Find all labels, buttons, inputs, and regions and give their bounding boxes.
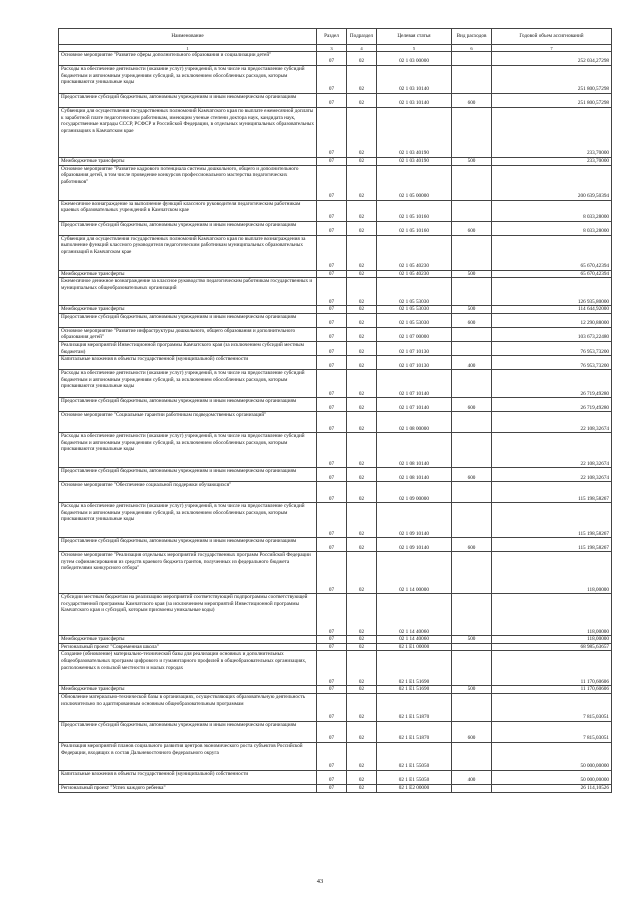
row-annual-amount: 118,00000 xyxy=(492,594,612,636)
row-expense-type xyxy=(452,165,492,200)
row-subsection: 02 xyxy=(347,721,377,742)
row-name: Основное мероприятие "Социальные гарантии работникам подведомственных организаций" xyxy=(59,412,317,433)
row-name: Ежемесячное денежное вознаграждение за классное руководство педагогическим работникам государственных и муниципальных общеобразовательных организаций xyxy=(59,278,317,306)
row-target-article: 02 1 09 10140 xyxy=(377,503,452,538)
row-subsection: 02 xyxy=(347,651,377,686)
row-subsection: 02 xyxy=(347,686,377,694)
row-section: 07 xyxy=(317,108,347,158)
row-annual-amount: 26 719,49280 xyxy=(492,398,612,412)
row-section: 07 xyxy=(317,94,347,108)
row-annual-amount: 251 800,57298 xyxy=(492,94,612,108)
row-name: Обновление материально-технической базы в организациях, осуществляющих образовательную деятельность исключительно по адаптированным основным общеобразовательным программам xyxy=(59,693,317,721)
table-row xyxy=(59,784,612,792)
header-expense-type: Вид расходов xyxy=(452,29,492,45)
row-target-article: 02 1 E1 51690 xyxy=(377,651,452,686)
row-section: 07 xyxy=(317,356,347,370)
row-name: Расходы на обеспечение деятельности (оказание услуг) учреждений, в том числе на предоставление субсидий бюджетным и автономным учреждениям субсидий, за исключением обособленных расходов, которым присваиваются уникальные коды xyxy=(59,66,317,94)
table-row xyxy=(59,468,612,482)
table-row xyxy=(59,721,612,742)
row-name: Предоставление субсидий бюджетным, автономным учреждениям и иным некоммерческим организациям xyxy=(59,221,317,235)
header-annual-amount: Годовой объем ассигнований xyxy=(492,29,612,45)
table-row xyxy=(59,200,612,221)
row-expense-type xyxy=(452,412,492,433)
row-target-article: 02 1 05 40230 xyxy=(377,235,452,270)
row-name: Расходы на обеспечение деятельности (оказание услуг) учреждений, в том числе на предоставление субсидий бюджетным и автономным учреждениям субсидий, за исключением обособленных расходов, которым присваиваются уникальные коды xyxy=(59,503,317,538)
table-row xyxy=(59,235,612,270)
row-name: Предоставление субсидий бюджетным, автономным учреждениям и иным некоммерческим организациям xyxy=(59,468,317,482)
row-target-article: 02 1 03 40190 xyxy=(377,158,452,166)
row-subsection: 02 xyxy=(347,433,377,468)
row-expense-type xyxy=(452,594,492,636)
row-target-article: 02 1 05 53030 xyxy=(377,313,452,327)
row-subsection: 02 xyxy=(347,643,377,651)
row-annual-amount: 65 670,42394 xyxy=(492,235,612,270)
row-annual-amount: 115 198,58267 xyxy=(492,482,612,503)
table-row xyxy=(59,341,612,355)
table-row xyxy=(59,52,612,66)
row-section: 07 xyxy=(317,270,347,278)
row-subsection: 02 xyxy=(347,356,377,370)
column-number: 3 xyxy=(317,45,347,52)
row-subsection: 02 xyxy=(347,165,377,200)
table-row xyxy=(59,636,612,644)
row-section: 07 xyxy=(317,552,347,594)
row-name: Предоставление субсидий бюджетным, автономным учреждениям и иным некоммерческим организациям xyxy=(59,721,317,742)
row-annual-amount: 114 644,92000 xyxy=(492,306,612,314)
row-target-article: 02 1 E1 00000 xyxy=(377,643,452,651)
row-subsection: 02 xyxy=(347,235,377,270)
row-target-article: 02 1 E1 51870 xyxy=(377,693,452,721)
row-expense-type xyxy=(452,503,492,538)
table-row xyxy=(59,165,612,200)
row-section: 07 xyxy=(317,770,347,784)
row-target-article: 02 1 07 10130 xyxy=(377,356,452,370)
table-row xyxy=(59,538,612,552)
row-expense-type xyxy=(452,693,492,721)
table-row xyxy=(59,278,612,306)
row-section: 07 xyxy=(317,686,347,694)
table-row xyxy=(59,482,612,503)
row-expense-type xyxy=(452,482,492,503)
row-annual-amount: 12 290,88000 xyxy=(492,313,612,327)
row-name: Реализация мероприятий Инвестиционной программы Камчатского края (за исключением субсидий местным бюджетам) xyxy=(59,341,317,355)
row-name: Субвенции для осуществления государственных полномочий Камчатского края по выплате ежемесячной доплаты к заработной плате педагогическим работникам, имеющим ученые степени доктора наук, кандидата наук, государственные награды СССР, РСФСР и Российской Федерации, в отдельных муниципальных образовательных организациях в Камчатском крае xyxy=(59,108,317,158)
row-expense-type: 500 xyxy=(452,270,492,278)
row-section: 07 xyxy=(317,721,347,742)
row-target-article: 02 1 E1 51690 xyxy=(377,686,452,694)
row-annual-amount: 26 719,49280 xyxy=(492,370,612,398)
row-section: 07 xyxy=(317,693,347,721)
row-section: 07 xyxy=(317,651,347,686)
row-annual-amount: 115 198,58267 xyxy=(492,503,612,538)
row-subsection: 02 xyxy=(347,770,377,784)
row-name: Региональный проект "Современная школа" xyxy=(59,643,317,651)
table-row xyxy=(59,503,612,538)
row-expense-type: 600 xyxy=(452,398,492,412)
row-expense-type xyxy=(452,327,492,341)
row-subsection: 02 xyxy=(347,412,377,433)
table-row xyxy=(59,270,612,278)
row-annual-amount: 251 800,57298 xyxy=(492,66,612,94)
row-target-article: 02 1 07 10140 xyxy=(377,398,452,412)
row-target-article: 02 1 03 00000 xyxy=(377,52,452,66)
row-expense-type: 600 xyxy=(452,94,492,108)
row-name: Создание (обновление) материально-технической базы для реализации основных и дополнительных общеобразовательных программ цифрового и гуманитарного профилей в общеобразовательных организациях, расположенных в сельской местности и малых городах xyxy=(59,651,317,686)
table-row xyxy=(59,552,612,594)
row-target-article: 02 1 09 00000 xyxy=(377,482,452,503)
row-name: Основное мероприятие "Обеспечение социальной поддержки обучающихся" xyxy=(59,482,317,503)
table-row xyxy=(59,158,612,166)
row-target-article: 02 1 08 00000 xyxy=(377,412,452,433)
row-name: Предоставление субсидий бюджетным, автономным учреждениям и иным некоммерческим организациям xyxy=(59,538,317,552)
row-section: 07 xyxy=(317,636,347,644)
row-subsection: 02 xyxy=(347,327,377,341)
row-expense-type xyxy=(452,433,492,468)
row-section: 07 xyxy=(317,643,347,651)
row-annual-amount: 115 198,58267 xyxy=(492,538,612,552)
table-row xyxy=(59,94,612,108)
row-subsection: 02 xyxy=(347,398,377,412)
row-expense-type xyxy=(452,552,492,594)
row-annual-amount: 11 170,60606 xyxy=(492,686,612,694)
row-name: Основное мероприятие "Развитие кадрового потенциала системы дошкольного, общего и дополнительного образования детей, в том числе проведение конкурсов профессионального мастерства педагогических работников" xyxy=(59,165,317,200)
row-expense-type: 500 xyxy=(452,306,492,314)
row-annual-amount: 68 985,63657 xyxy=(492,643,612,651)
row-annual-amount: 50 000,00000 xyxy=(492,770,612,784)
row-section: 07 xyxy=(317,313,347,327)
row-subsection: 02 xyxy=(347,158,377,166)
row-target-article: 02 1 09 10140 xyxy=(377,538,452,552)
row-section: 07 xyxy=(317,398,347,412)
table-row xyxy=(59,221,612,235)
row-name: Субвенции для осуществления государственных полномочий Камчатского края по выплате вознаграждения за выполнение функций классного руководителя педагогическим работникам муниципальных образовательных организаций в Камчатском крае xyxy=(59,235,317,270)
row-annual-amount: 22 108,32674 xyxy=(492,433,612,468)
table-row xyxy=(59,742,612,770)
header-target-article: Целевая статья xyxy=(377,29,452,45)
row-name: Капитальные вложения в объекты государственной (муниципальной) собственности xyxy=(59,356,317,370)
table-row xyxy=(59,306,612,314)
row-section: 07 xyxy=(317,468,347,482)
row-target-article: 02 1 03 10140 xyxy=(377,94,452,108)
row-target-article: 02 1 05 40230 xyxy=(377,270,452,278)
row-section: 07 xyxy=(317,538,347,552)
row-subsection: 02 xyxy=(347,270,377,278)
budget-table-sheet xyxy=(58,28,611,793)
row-subsection: 02 xyxy=(347,278,377,306)
row-annual-amount: 126 935,80000 xyxy=(492,278,612,306)
table-row xyxy=(59,370,612,398)
row-section: 07 xyxy=(317,742,347,770)
row-expense-type xyxy=(452,651,492,686)
row-expense-type xyxy=(452,278,492,306)
column-number: 4 xyxy=(347,45,377,52)
row-annual-amount: 200 639,50394 xyxy=(492,165,612,200)
column-number: 6 xyxy=(452,45,492,52)
row-name: Ежемесячное вознаграждение за выполнение функций классного руководителя педагогическим работникам краевых образовательных учреждений в Камчатском крае xyxy=(59,200,317,221)
row-name: Предоставление субсидий бюджетным, автономным учреждениям и иным некоммерческим организациям xyxy=(59,94,317,108)
row-target-article: 02 1 14 40060 xyxy=(377,636,452,644)
row-annual-amount: 233,70000 xyxy=(492,108,612,158)
row-annual-amount: 118,00000 xyxy=(492,636,612,644)
row-annual-amount: 76 953,73200 xyxy=(492,341,612,355)
table-row xyxy=(59,327,612,341)
row-subsection: 02 xyxy=(347,503,377,538)
table-row xyxy=(59,770,612,784)
row-expense-type: 500 xyxy=(452,636,492,644)
table-body xyxy=(59,52,612,793)
table-row xyxy=(59,433,612,468)
row-subsection: 02 xyxy=(347,370,377,398)
row-section: 07 xyxy=(317,221,347,235)
row-expense-type: 400 xyxy=(452,770,492,784)
column-number: 5 xyxy=(377,45,452,52)
row-subsection: 02 xyxy=(347,594,377,636)
row-name: Основное мероприятие "Развитие инфраструктуры дошкольного, общего образования и дополнительного образования детей" xyxy=(59,327,317,341)
row-target-article: 02 1 E1 55050 xyxy=(377,770,452,784)
row-annual-amount: 7 815,03051 xyxy=(492,693,612,721)
row-name: Региональный проект "Успех каждого ребенка" xyxy=(59,784,317,792)
row-subsection: 02 xyxy=(347,108,377,158)
row-annual-amount: 11 170,60606 xyxy=(492,651,612,686)
row-name: Межбюджетные трансферты xyxy=(59,270,317,278)
row-target-article: 02 1 05 00000 xyxy=(377,165,452,200)
row-section: 07 xyxy=(317,412,347,433)
row-expense-type: 500 xyxy=(452,686,492,694)
row-expense-type xyxy=(452,341,492,355)
row-name: Предоставление субсидий бюджетным, автономным учреждениям и иным некоммерческим организациям xyxy=(59,398,317,412)
row-target-article: 02 1 14 00000 xyxy=(377,552,452,594)
row-expense-type: 600 xyxy=(452,313,492,327)
row-name: Межбюджетные трансферты xyxy=(59,686,317,694)
row-target-article: 02 1 05 10160 xyxy=(377,200,452,221)
column-number: 7 xyxy=(492,45,612,52)
row-name: Субсидии местным бюджетам на реализацию мероприятий соответствующей подпрограммы соответствующей государственной программы Камчатского края (за исключением мероприятий Инвестиционной программы Камчатского края и субсидий, которым присвоены уникальные коды) xyxy=(59,594,317,636)
row-subsection: 02 xyxy=(347,482,377,503)
row-section: 07 xyxy=(317,784,347,792)
row-target-article: 02 1 07 00000 xyxy=(377,327,452,341)
row-section: 07 xyxy=(317,158,347,166)
row-annual-amount: 8 033,28000 xyxy=(492,221,612,235)
budget-table xyxy=(58,28,612,793)
row-expense-type: 600 xyxy=(452,221,492,235)
row-target-article: 02 1 07 10130 xyxy=(377,341,452,355)
row-target-article: 02 1 E2 00000 xyxy=(377,784,452,792)
row-expense-type xyxy=(452,235,492,270)
row-subsection: 02 xyxy=(347,341,377,355)
row-subsection: 02 xyxy=(347,94,377,108)
row-annual-amount: 26 114,10526 xyxy=(492,784,612,792)
row-annual-amount: 103 673,22480 xyxy=(492,327,612,341)
row-target-article: 02 1 03 40190 xyxy=(377,108,452,158)
row-name: Капитальные вложения в объекты государственной (муниципальной) собственности xyxy=(59,770,317,784)
row-section: 07 xyxy=(317,306,347,314)
row-target-article: 02 1 E1 55050 xyxy=(377,742,452,770)
row-name: Реализация мероприятий планов социального развития центров экономического роста субъектов Российской Федерации, входящих в состав Дальневосточного федерального округа xyxy=(59,742,317,770)
row-target-article: 02 1 08 10140 xyxy=(377,433,452,468)
column-number: 1 xyxy=(59,45,317,52)
header-name: Наименование xyxy=(59,29,317,45)
table-row xyxy=(59,651,612,686)
row-section: 07 xyxy=(317,327,347,341)
table-row xyxy=(59,356,612,370)
row-annual-amount: 8 033,28000 xyxy=(492,200,612,221)
row-expense-type: 600 xyxy=(452,721,492,742)
row-annual-amount: 252 034,27298 xyxy=(492,52,612,66)
row-expense-type xyxy=(452,108,492,158)
row-subsection: 02 xyxy=(347,468,377,482)
header-subsection: Подраздел xyxy=(347,29,377,45)
row-annual-amount: 233,70000 xyxy=(492,158,612,166)
table-row xyxy=(59,693,612,721)
row-section: 07 xyxy=(317,278,347,306)
row-target-article: 02 1 08 10140 xyxy=(377,468,452,482)
row-section: 07 xyxy=(317,200,347,221)
row-section: 07 xyxy=(317,165,347,200)
row-section: 07 xyxy=(317,52,347,66)
table-row xyxy=(59,108,612,158)
row-section: 07 xyxy=(317,594,347,636)
table-row xyxy=(59,66,612,94)
row-name: Межбюджетные трансферты xyxy=(59,636,317,644)
row-annual-amount: 22 108,32674 xyxy=(492,468,612,482)
row-subsection: 02 xyxy=(347,636,377,644)
row-expense-type xyxy=(452,784,492,792)
row-target-article: 02 1 07 10140 xyxy=(377,370,452,398)
row-subsection: 02 xyxy=(347,784,377,792)
row-section: 07 xyxy=(317,341,347,355)
row-annual-amount: 7 815,03051 xyxy=(492,721,612,742)
column-number-row xyxy=(59,45,612,52)
row-name: Основное мероприятие "Реализация отдельных мероприятий государственных программ Российской Федерации путем софинансирования из средств краевого бюджета грантов, полученных из федерального бюджета победителями конкурсного отбора" xyxy=(59,552,317,594)
row-target-article: 02 1 05 53030 xyxy=(377,278,452,306)
header-section: Раздел xyxy=(317,29,347,45)
row-name: Основное мероприятие "Развитие сферы дополнительного образования и социализации детей" xyxy=(59,52,317,66)
row-target-article: 02 1 14 40060 xyxy=(377,594,452,636)
row-expense-type: 400 xyxy=(452,356,492,370)
row-subsection: 02 xyxy=(347,200,377,221)
row-name: Расходы на обеспечение деятельности (оказание услуг) учреждений, в том числе на предоставление субсидий бюджетным и автономным учреждениям субсидий, за исключением обособленных расходов, которым присваиваются уникальные коды xyxy=(59,433,317,468)
row-section: 07 xyxy=(317,433,347,468)
row-subsection: 02 xyxy=(347,552,377,594)
row-annual-amount: 76 953,73200 xyxy=(492,356,612,370)
table-row xyxy=(59,412,612,433)
row-expense-type xyxy=(452,200,492,221)
row-name: Расходы на обеспечение деятельности (оказание услуг) учреждений, в том числе на предоставление субсидий бюджетным и автономным учреждениям субсидий, за исключением обособленных расходов, которым присваиваются уникальные коды xyxy=(59,370,317,398)
row-expense-type xyxy=(452,643,492,651)
row-section: 07 xyxy=(317,66,347,94)
row-annual-amount: 22 108,32674 xyxy=(492,412,612,433)
row-section: 07 xyxy=(317,235,347,270)
row-subsection: 02 xyxy=(347,66,377,94)
table-row xyxy=(59,398,612,412)
row-subsection: 02 xyxy=(347,693,377,721)
row-subsection: 02 xyxy=(347,742,377,770)
row-subsection: 02 xyxy=(347,306,377,314)
row-subsection: 02 xyxy=(347,52,377,66)
row-section: 07 xyxy=(317,503,347,538)
row-target-article: 02 1 05 10160 xyxy=(377,221,452,235)
table-row xyxy=(59,313,612,327)
row-name: Межбюджетные трансферты xyxy=(59,158,317,166)
row-target-article: 02 1 03 10140 xyxy=(377,66,452,94)
row-annual-amount: 118,00000 xyxy=(492,552,612,594)
row-name: Предоставление субсидий бюджетным, автономным учреждениям и иным некоммерческим организациям xyxy=(59,313,317,327)
page-number: 43 xyxy=(316,878,324,885)
row-subsection: 02 xyxy=(347,538,377,552)
row-expense-type: 500 xyxy=(452,158,492,166)
row-expense-type xyxy=(452,742,492,770)
table-row xyxy=(59,643,612,651)
row-subsection: 02 xyxy=(347,313,377,327)
table-row xyxy=(59,594,612,636)
row-expense-type xyxy=(452,66,492,94)
row-annual-amount: 65 670,42394 xyxy=(492,270,612,278)
row-target-article: 02 1 E1 51870 xyxy=(377,721,452,742)
row-subsection: 02 xyxy=(347,221,377,235)
table-row xyxy=(59,686,612,694)
row-expense-type xyxy=(452,370,492,398)
row-target-article: 02 1 05 53030 xyxy=(377,306,452,314)
row-annual-amount: 50 000,00000 xyxy=(492,742,612,770)
table-header-row xyxy=(59,29,612,45)
row-expense-type: 600 xyxy=(452,538,492,552)
row-name: Межбюджетные трансферты xyxy=(59,306,317,314)
row-expense-type: 600 xyxy=(452,468,492,482)
row-section: 07 xyxy=(317,370,347,398)
row-expense-type xyxy=(452,52,492,66)
row-section: 07 xyxy=(317,482,347,503)
